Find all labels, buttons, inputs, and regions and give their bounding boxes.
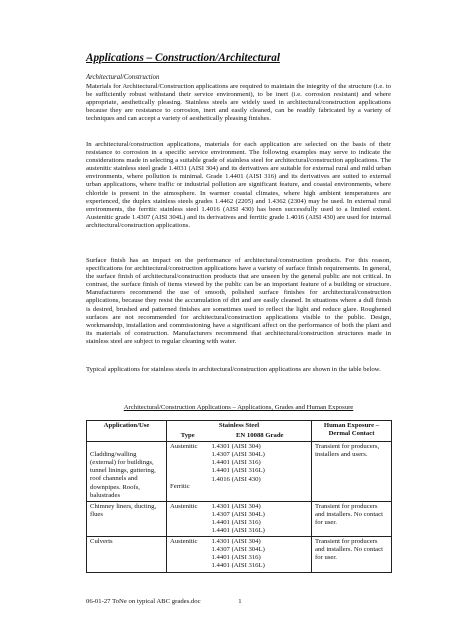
- cell-application: Chimney liners, ducting, flues: [87, 501, 167, 536]
- table-header-row: [87, 421, 392, 432]
- cell-type: Austenitic: [167, 501, 209, 536]
- table-caption: Architectural/Construction Applications – Applications, Grades and Human Exposure: [123, 404, 354, 411]
- cell-grades: 1.4301 (AISI 304) 1.4307 (AISI 304L) 1.4401 (AISI 316) 1.4401 (AISI 316L): [209, 537, 312, 572]
- cell-application: Cladding/walling (external) for buildings, tunnel linings, guttering, roof channels and downpipes. Roofs, balustrades: [87, 442, 167, 502]
- applications-table: [86, 420, 392, 573]
- cell-type: Austenitic: [167, 537, 209, 572]
- cell-exposure: Transient for producers, installers and users.: [312, 442, 392, 502]
- paragraph-table-intro: Typical applications for stainless steels in architectural/construction applications are shown in the table below.: [86, 366, 381, 373]
- paragraph-surface-finish: Surface finish has an impact on the performance of architectural/construction products. For this reason, specifications for architectural/construction applications have a variety of surface finish requirements. In general, the surface finish of architectural/construction products that are unseen by the general public are not critical. In contrast, the surface finish of items viewed by the public can be an important feature of a building or structure. Manufacturers recommend the use of smooth, polished surface finishes for architectural/construction applications, because they resist the accumulation of dirt and are easily cleaned. In situations where a dull finish is desired, brushed and patterned finishes are sometimes used to reflect the light and reduce glare. Roughened surfaces are not recommended for architectural/construction applications visible to the public. Design, workmanship, installation and commissioning have a significant affect on the performance of both the plant and its materials of construction. Manufacturers recommend that architectural/construction structures made in stainless steel are subject to regular cleaning with water.: [86, 257, 391, 345]
- table-row: [87, 501, 392, 536]
- cell-grades: 1.4301 (AISI 304) 1.4307 (AISI 304L) 1.4401 (AISI 316) 1.4401 (AISI 316L) 1.4016 (AISI 430): [209, 442, 312, 502]
- cell-exposure: Transient for producers and installers. No contact for user.: [312, 501, 392, 536]
- cell-exposure: Transient for producers and installers. No contact for user.: [312, 537, 392, 572]
- header-exposure: Human Exposure – Dermal Contact: [312, 421, 392, 442]
- table-row: [87, 537, 392, 572]
- cell-grades: 1.4301 (AISI 304) 1.4307 (AISI 304L) 1.4401 (AISI 316) 1.4401 (AISI 316L): [209, 501, 312, 536]
- cell-type: Austenitic Ferritic: [167, 442, 209, 502]
- header-stainless-steel: Stainless Steel: [167, 421, 312, 432]
- header-type: Type: [167, 431, 209, 442]
- paragraph-selection: In architectural/construction applications, materials for each application are selected on the basis of their resistance to corrosion in a specific service environment. The following examples may serve to indicate the considerations made in selecting a suitable grade of stainless steel for architectural/construction applications. The austenitic stainless steel grade 1.4031 (AISI 304) and its derivatives are suitable for external rural and mild urban environments, where pollution is minimal. Grade 1.4401 (AISI 316) and its derivatives are suited to external urban applications, where traffic or industrial pollution are significant feature, and coastal environments, where chloride is present in the atmosphere. In warmer coastal climates, where high ambient temperatures are experienced, the duplex stainless steels grades 1.4462 (2205) and 1.4362 (2304) may be used. In external rural environments, the ferritic stainless steel 1.4016 (AISI 430) has been successfully used to a limited extent. Austenitic grade 1.4307 (AISI 304L) and its derivatives and ferritic grade 1.4016 (AISI 430) are used for internal architectural/construction applications.: [86, 141, 391, 229]
- page-title: Applications – Construction/Architectural: [86, 52, 280, 64]
- section-heading: Architectural/Construction: [86, 74, 160, 81]
- cell-application: Culverts: [87, 537, 167, 572]
- paragraph-intro: Materials for Architectural/Construction applications are required to maintain the integrity of the structure (i.e. to be sufficiently robust withstand their service environment), to be inert (i.e. corrosion resistant) and where appropriate, aesthetically pleasing. Stainless steels are widely used in architectural/construction applications because they are resistance to corrosion, inert and easily cleaned, can be readily fabricated by a variety of techniques and can accept a variety of aesthetically pleasing finishes.: [86, 83, 391, 123]
- page-footer: [86, 598, 242, 605]
- header-grade: EN 10088 Grade: [209, 431, 312, 442]
- table-row: [87, 442, 392, 502]
- footer-document-name: 06-01-27 ToNe on typical ABC grades.doc: [86, 598, 201, 605]
- header-application: Application/Use: [87, 421, 167, 442]
- footer-page-number: 1: [238, 598, 242, 605]
